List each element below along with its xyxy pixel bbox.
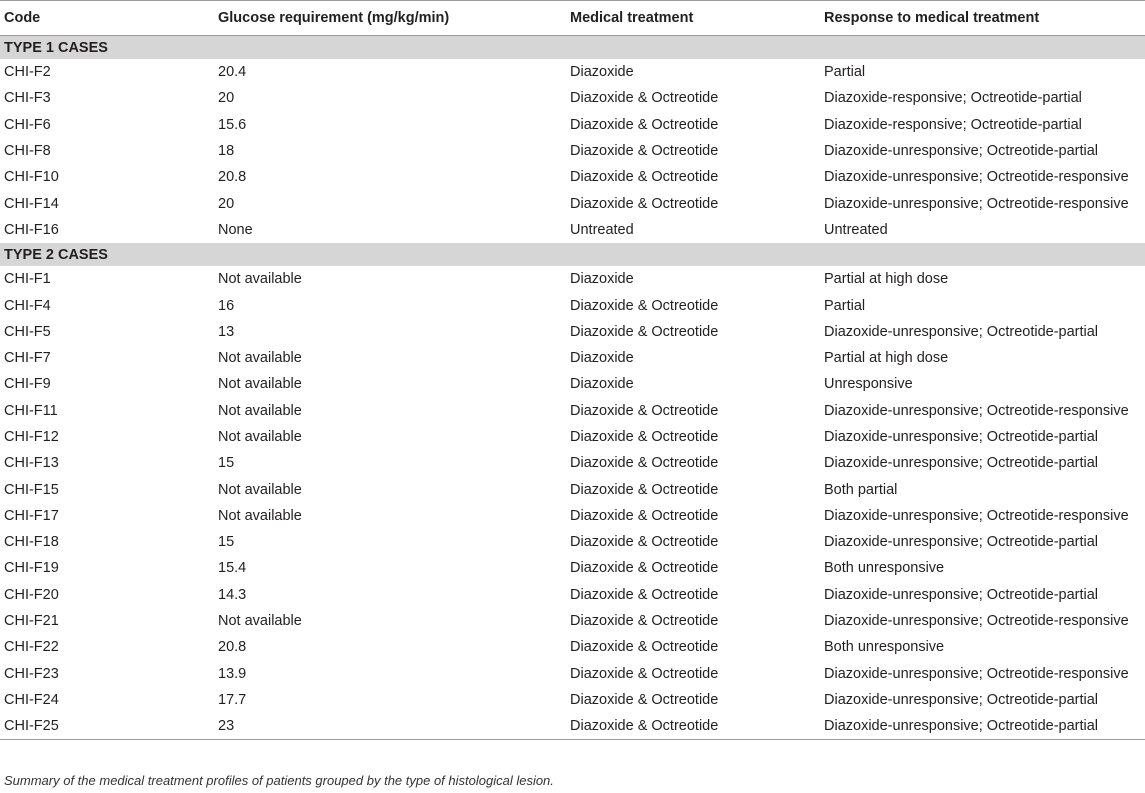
cell-medical-treatment: Diazoxide & Octreotide [570, 143, 719, 160]
cell-medical-treatment: Diazoxide & Octreotide [570, 481, 719, 498]
cell-code: CHI-F20 [4, 586, 59, 603]
table-row [0, 59, 1145, 85]
cell-response: Diazoxide-unresponsive; Octreotide-partial [820, 713, 1145, 740]
table-row [0, 450, 1145, 476]
cell-medical-treatment: Diazoxide & Octreotide [570, 507, 719, 524]
header-medical-treatment: Medical treatment [566, 1, 820, 36]
table-row [0, 687, 1145, 713]
cell-glucose-requirement: 13.9 [218, 665, 247, 682]
cell-response: Diazoxide-unresponsive; Octreotide-partial [824, 534, 1099, 551]
cell-code: CHI-F2 [4, 64, 51, 81]
cell-response: Diazoxide-unresponsive; Octreotide-partial [824, 143, 1099, 160]
cell-response: Diazoxide-unresponsive; Octreotide-partial [824, 455, 1099, 472]
table-row [0, 582, 1145, 608]
cell-medical-treatment: Diazoxide & Octreotide [570, 639, 719, 656]
cell-medical-treatment: Diazoxide [570, 271, 634, 288]
cell-code: CHI-F3 [4, 90, 51, 107]
cell-response: Diazoxide-unresponsive; Octreotide-responsive [824, 169, 1129, 186]
cell-medical-treatment: Diazoxide & Octreotide [570, 613, 719, 630]
cell-glucose-requirement: 17.7 [218, 691, 247, 708]
cell-glucose-requirement: 15 [218, 534, 235, 551]
cell-response: Diazoxide-unresponsive; Octreotide-responsive [824, 195, 1129, 212]
cell-response: Diazoxide-unresponsive; Octreotide-responsive [824, 665, 1129, 682]
cell-response: Diazoxide-unresponsive; Octreotide-partial [824, 586, 1099, 603]
table-row [0, 85, 1145, 111]
cell-response: Unresponsive [824, 376, 913, 393]
table-row [0, 217, 1145, 243]
table-row [0, 345, 1145, 371]
cell-medical-treatment: Diazoxide & Octreotide [570, 195, 719, 212]
table-row [0, 713, 1145, 740]
cell-glucose-requirement: Not available [218, 350, 302, 367]
cell-glucose-requirement: 20.8 [218, 639, 247, 656]
cell-glucose-requirement: Not available [218, 613, 302, 630]
cell-glucose-requirement: 15.4 [218, 560, 247, 577]
cell-response: Both unresponsive [824, 560, 945, 577]
cell-code: CHI-F23 [4, 665, 59, 682]
cell-code: CHI-F17 [4, 507, 59, 524]
cell-medical-treatment: Diazoxide [570, 376, 634, 393]
table-body [0, 36, 1145, 740]
cell-medical-treatment: Untreated [570, 221, 634, 238]
cell-glucose-requirement: Not available [218, 271, 302, 288]
cell-code: CHI-F14 [4, 195, 59, 212]
cell-code: CHI-F9 [4, 376, 51, 393]
table-row [0, 112, 1145, 138]
cell-medical-treatment: Diazoxide [570, 350, 634, 367]
cell-code: CHI-F19 [4, 560, 59, 577]
cell-glucose-requirement: 16 [218, 297, 235, 314]
group-label: TYPE 2 CASES [0, 243, 1145, 266]
cell-response: Diazoxide-unresponsive; Octreotide-partial [824, 429, 1099, 445]
cell-glucose-requirement: 23 [214, 713, 566, 740]
cell-code: CHI-F15 [4, 481, 59, 498]
cell-glucose-requirement: Not available [218, 376, 302, 393]
cell-medical-treatment: Diazoxide & Octreotide [570, 90, 719, 107]
cell-glucose-requirement: 18 [218, 143, 235, 160]
table-row [0, 503, 1145, 529]
cell-glucose-requirement: 15.6 [218, 116, 247, 133]
cell-medical-treatment: Diazoxide & Octreotide [570, 534, 719, 551]
cell-response: Partial [824, 64, 866, 81]
table-row [0, 555, 1145, 581]
cell-response: Partial at high dose [824, 350, 949, 367]
table-row [0, 138, 1145, 164]
cell-response: Diazoxide-responsive; Octreotide-partial [824, 90, 1082, 107]
table-row [0, 634, 1145, 660]
cell-code: CHI-F12 [4, 429, 59, 445]
cell-response: Partial at high dose [824, 271, 949, 288]
table-row [0, 476, 1145, 502]
cell-medical-treatment: Diazoxide & Octreotide [570, 665, 719, 682]
group-label: TYPE 1 CASES [0, 36, 1145, 60]
table-row [0, 608, 1145, 634]
cell-glucose-requirement: 20 [218, 195, 235, 212]
cell-response: Both unresponsive [824, 639, 945, 656]
cell-glucose-requirement: Not available [218, 481, 302, 498]
cell-response: Untreated [824, 221, 888, 238]
header-code: Code [0, 1, 214, 36]
cell-glucose-requirement: 14.3 [218, 586, 247, 603]
cell-code: CHI-F6 [4, 116, 51, 133]
cell-medical-treatment: Diazoxide & Octreotide [570, 455, 719, 472]
cell-code: CHI-F4 [4, 297, 51, 314]
table-row [0, 190, 1145, 216]
cell-response: Diazoxide-unresponsive; Octreotide-partial [824, 323, 1099, 340]
cell-response: Diazoxide-unresponsive; Octreotide-responsive [824, 402, 1129, 419]
table-row [0, 319, 1145, 345]
cell-medical-treatment: Diazoxide & Octreotide [570, 691, 719, 708]
cell-code: CHI-F24 [4, 691, 59, 708]
cell-glucose-requirement: 13 [218, 323, 235, 340]
cell-code: CHI-F1 [4, 271, 51, 288]
header-row [0, 1, 1145, 36]
cell-code: CHI-F8 [4, 143, 51, 160]
cell-medical-treatment: Diazoxide & Octreotide [570, 169, 719, 186]
group-header-row [0, 243, 1145, 266]
table-row [0, 661, 1145, 687]
table-row [0, 529, 1145, 555]
header-glucose-requirement: Glucose requirement (mg/kg/min) [214, 1, 566, 36]
cell-response: Diazoxide-unresponsive; Octreotide-partial [824, 691, 1099, 708]
table-row [0, 424, 1145, 450]
cell-medical-treatment: Diazoxide & Octreotide [570, 429, 719, 445]
cell-response: Diazoxide-unresponsive; Octreotide-responsive [824, 613, 1129, 630]
cell-glucose-requirement: 20.8 [218, 169, 247, 186]
cell-glucose-requirement: None [218, 221, 253, 238]
cell-medical-treatment: Diazoxide & Octreotide [570, 297, 719, 314]
header-response: Response to medical treatment [820, 1, 1145, 36]
cell-code: CHI-F11 [4, 402, 58, 419]
cell-medical-treatment: Diazoxide & Octreotide [570, 560, 719, 577]
table-row [0, 292, 1145, 318]
cell-response: Partial [824, 297, 866, 314]
cell-glucose-requirement: 20 [218, 90, 235, 107]
cell-medical-treatment: Diazoxide & Octreotide [570, 116, 719, 133]
table-row [0, 398, 1145, 424]
cell-medical-treatment: Diazoxide & Octreotide [570, 586, 719, 603]
cell-glucose-requirement: 15 [218, 455, 235, 472]
cell-glucose-requirement: 20.4 [218, 64, 247, 81]
table-caption: Summary of the medical treatment profiles of patients grouped by the type of histological lesion. [4, 773, 554, 788]
table-row [0, 371, 1145, 397]
cell-medical-treatment: Diazoxide & Octreotide [570, 402, 719, 419]
cell-medical-treatment: Diazoxide & Octreotide [566, 713, 820, 740]
cell-glucose-requirement: Not available [218, 429, 302, 445]
cell-code: CHI-F18 [4, 534, 59, 551]
cell-code: CHI-F7 [4, 350, 51, 367]
cell-response: Diazoxide-unresponsive; Octreotide-responsive [824, 507, 1129, 524]
cell-response: Both partial [824, 481, 898, 498]
table-row [0, 266, 1145, 292]
cell-glucose-requirement: Not available [218, 402, 302, 419]
cell-medical-treatment: Diazoxide [570, 64, 634, 81]
group-header-row [0, 36, 1145, 60]
cell-response: Diazoxide-responsive; Octreotide-partial [824, 116, 1082, 133]
table-row [0, 164, 1145, 190]
cell-medical-treatment: Diazoxide & Octreotide [570, 323, 719, 340]
cell-code: CHI-F16 [4, 221, 59, 238]
cell-code: CHI-F21 [4, 613, 59, 630]
cell-code: CHI-F22 [4, 639, 59, 656]
table-header [0, 1, 1145, 36]
cell-glucose-requirement: Not available [218, 507, 302, 524]
cell-code: CHI-F25 [0, 713, 214, 740]
cell-code: CHI-F13 [4, 455, 59, 472]
cell-code: CHI-F10 [4, 169, 59, 186]
cell-code: CHI-F5 [4, 323, 51, 340]
